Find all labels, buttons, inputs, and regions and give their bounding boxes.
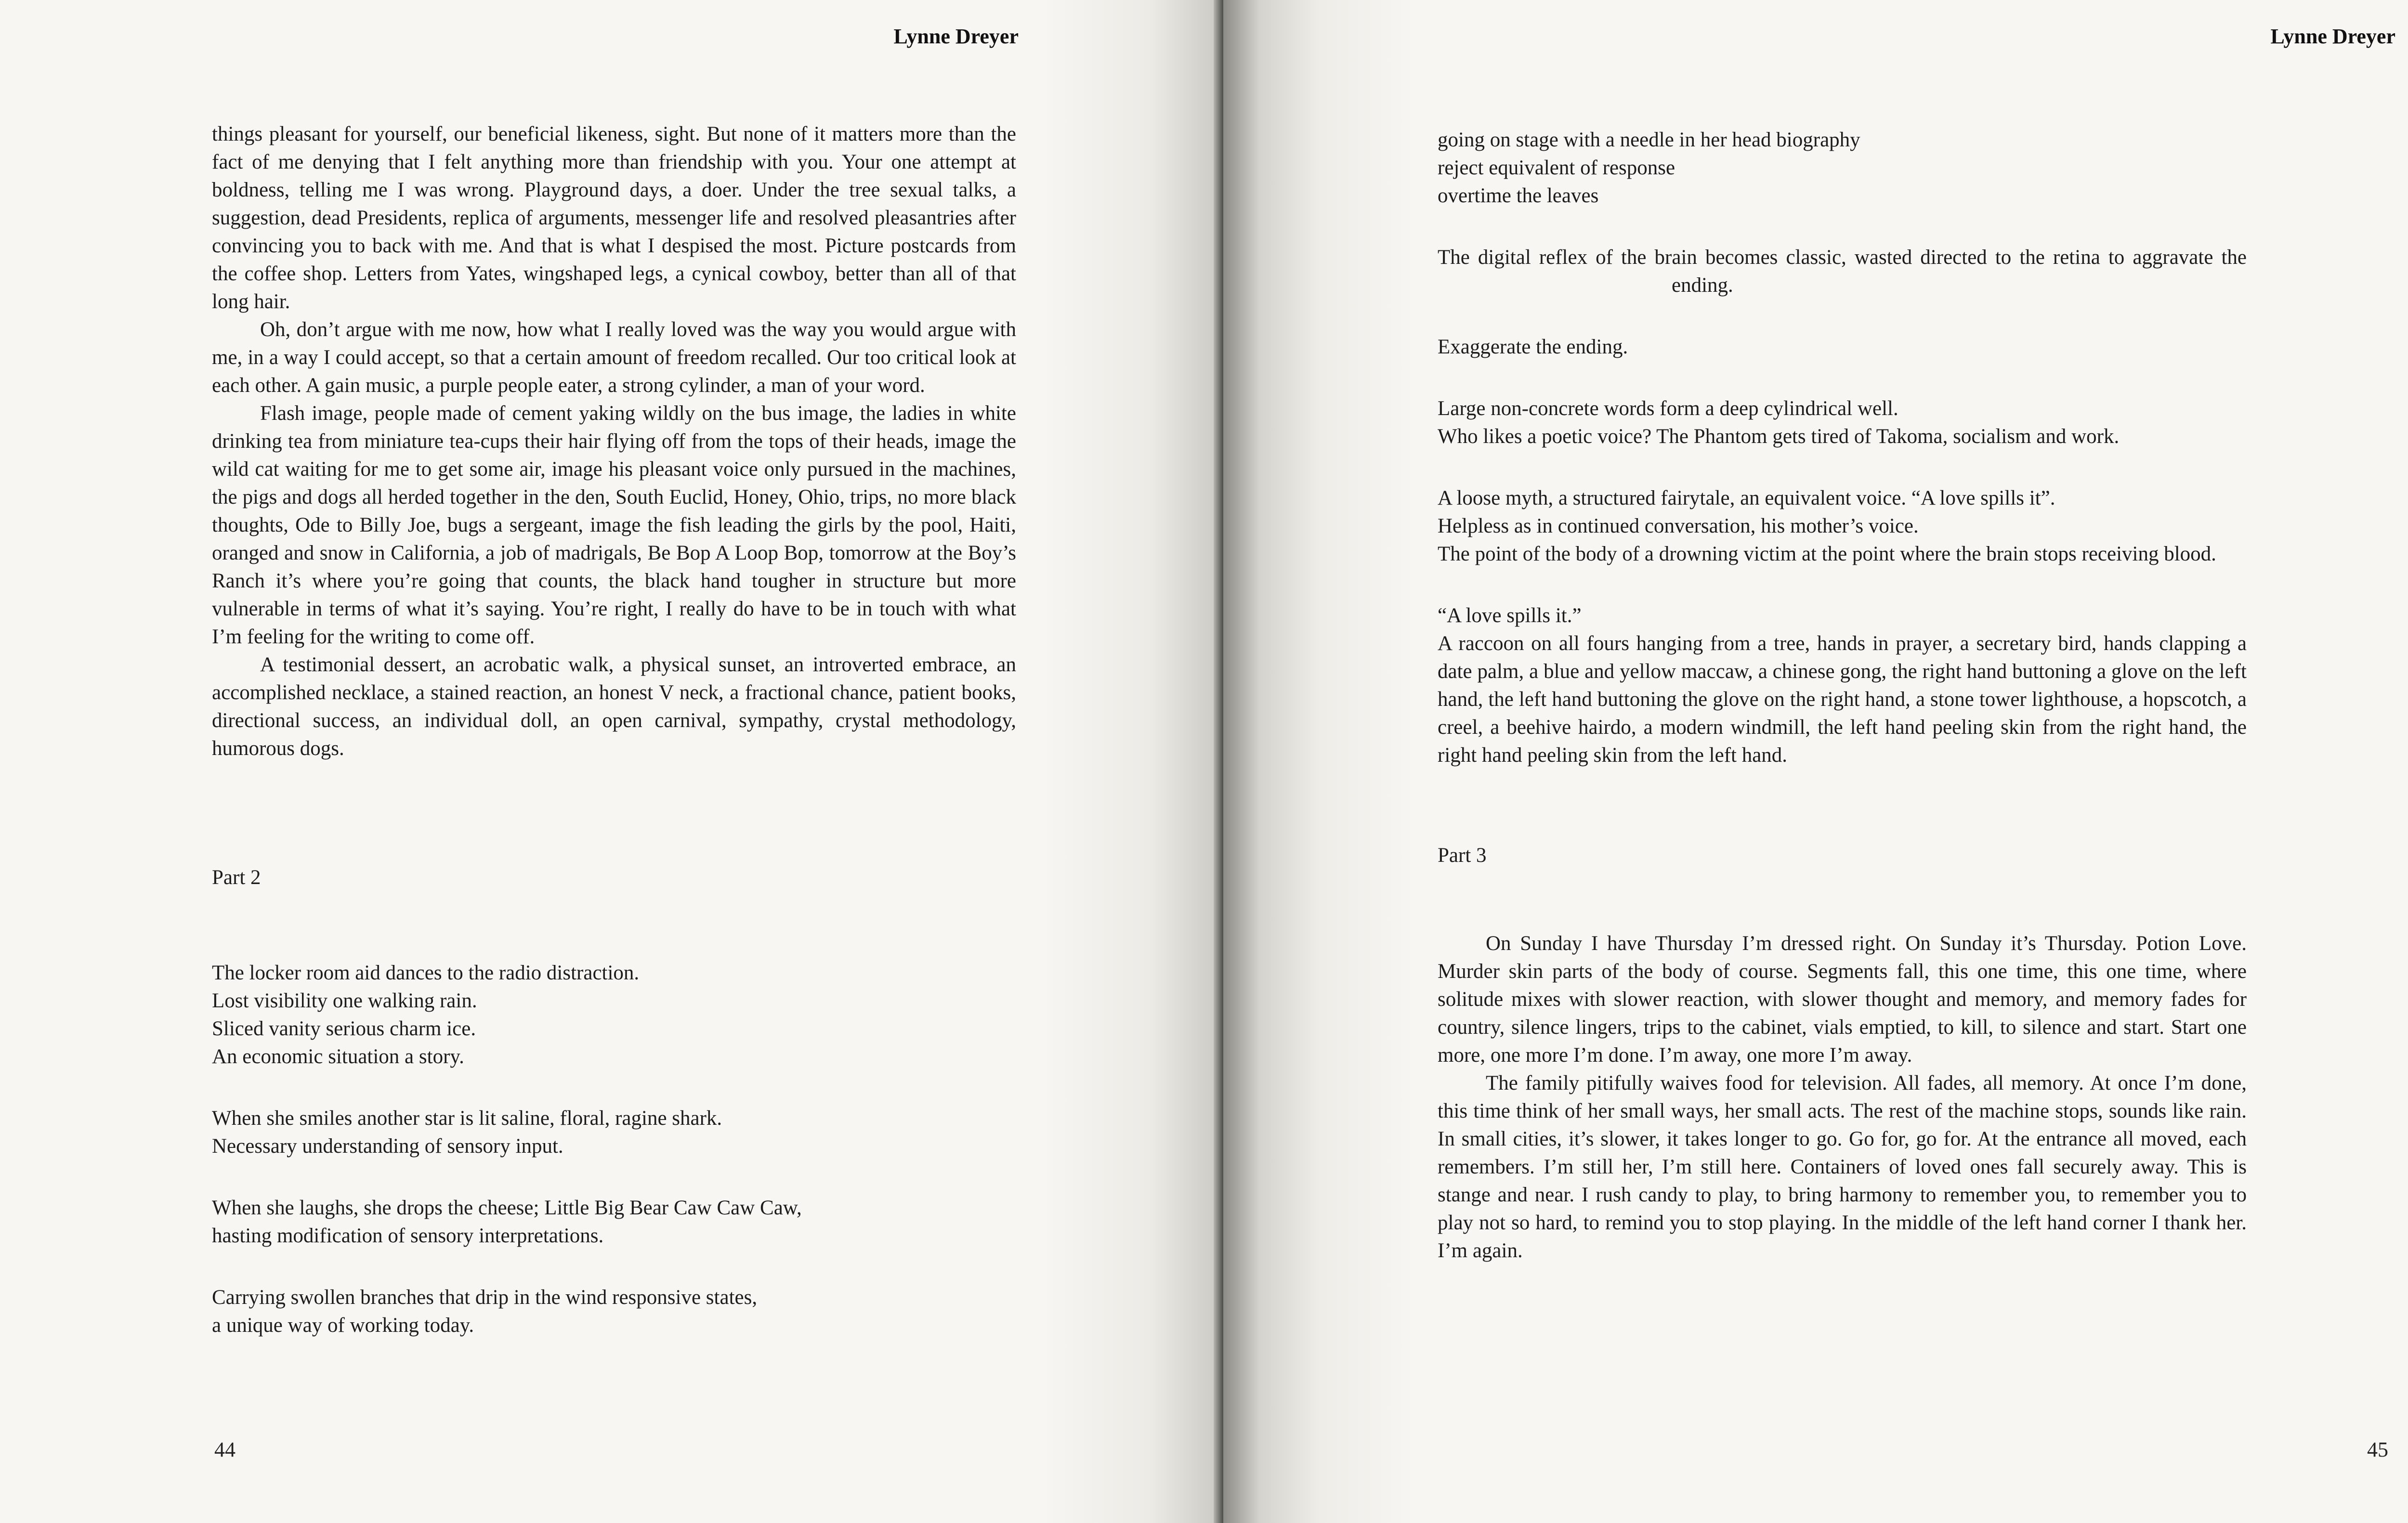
page-number: 45 (2367, 1438, 2388, 1461)
verse-line: Helpless as in continued conversation, his mother’s voice. (1438, 515, 1919, 537)
verse-line: The point of the body of a drowning victim at the point where the brain stops receiving blood. (1438, 543, 2216, 565)
section-heading: Part 3 (1438, 844, 1487, 867)
stanza (212, 959, 1016, 1071)
prose-paragraph: The family pitifully waives food for television. All fades, all memory. At once I’m done, this time think of her small ways, her small acts. The rest of the machine stops, sounds like rain. In small cities, it’s slower, it takes longer to go. Go for, go for. At the entrance all moved, each remembers. I’m still her, I’m still here. Containers of loved ones fall securely away. This is stange and near. I rush candy to play, to bring harmony to remember you, to remember you to play not so hard, to remind you to stop playing. In the middle of the left hand corner I thank her. I’m again. (1438, 1072, 2247, 1262)
verse-line: A loose myth, a structured fairytale, an equivalent voice. “A love spills it”. (1438, 487, 2055, 509)
verse-line: overtime the leaves (1438, 184, 1599, 207)
page-number: 44 (214, 1438, 236, 1461)
verse-line: reject equivalent of response (1438, 156, 1675, 179)
section-heading: Part 2 (212, 866, 261, 889)
verse-line: Large non-concrete words form a deep cylindrical well. (1438, 397, 1898, 420)
running-header: Lynne Dreyer (2270, 25, 2395, 48)
verse-line: a unique way of working today. (212, 1314, 474, 1337)
verse-line: going on stage with a needle in her head biography (1438, 129, 1860, 151)
prose-paragraph: A raccoon on all fours hanging from a tree, hands in prayer, a secretary bird, hands clapping a date palm, a blue and yellow maccaw, a chinese gong, the right hand buttoning a glove on the left hand, the left hand buttoning the glove on the right hand, a stone tower lighthouse, a hopscotch, a creel, a beehive hairdo, a modern windmill, the left hand peeling skin from the right hand, the right hand peeling skin from the left hand. (1438, 632, 2247, 767)
verse-line: Lost visibility one walking rain. (212, 989, 477, 1012)
prose-paragraph: Oh, don’t argue with me now, how what I really loved was the way you would argue with me, in a way I could accept, so that a certain amount of freedom recalled. Our too critical look at each other. A gain music, a purple people eater, a strong cylinder, a man of your word. (212, 318, 1016, 397)
prose-paragraph: A testimonial dessert, an acrobatic walk, a physical sunset, an introverted embrace, an accomplished necklace, a stained reaction, an honest V neck, a fractional chance, patient books, directional success, an individual doll, an open carnival, sympathy, crystal methodology, humorous dogs. (212, 653, 1016, 760)
verse-line: An economic situation a story. (212, 1045, 464, 1068)
verse-line: Exaggerate the ending. (1438, 336, 1628, 358)
running-header: Lynne Dreyer (893, 25, 1019, 48)
verse-line: The digital reflex of the brain becomes classic, wasted directed to the retina to aggravate the ending. (1438, 246, 2247, 297)
stanza (212, 1105, 1016, 1160)
verse-line: When she smiles another star is lit saline, floral, ragine shark. (212, 1107, 722, 1130)
stanza (212, 1194, 1016, 1250)
verse-line: Who likes a poetic voice? The Phantom gets tired of Takoma, socialism and work. (1438, 425, 2120, 448)
right-page (1223, 0, 2408, 1523)
verse-line: The locker room aid dances to the radio distraction. (212, 962, 640, 984)
verse-line: When she laughs, she drops the cheese; Little Big Bear Caw Caw Caw, (212, 1197, 802, 1219)
prose-paragraph: On Sunday I have Thursday I’m dressed right. On Sunday it’s Thursday. Potion Love. Murder skin parts of the body of course. Segments fall, this one time, this one time, where solitude mixes with slower reaction, with slower thought and memory, and memory fades for country, silence lingers, trips to the cabinet, vials emptied, to kill, to silence and start. Start one more, one more I’m done. I’m away, one more I’m away. (1438, 932, 2247, 1067)
verse-line: Carrying swollen branches that drip in the wind responsive states, (212, 1286, 758, 1309)
verse-line: hasting modification of sensory interpretations. (212, 1224, 604, 1247)
right-page-body (1438, 126, 2247, 1265)
left-page-body (212, 120, 1016, 1340)
verse-line: “A love spills it.” (1438, 604, 1582, 627)
prose-paragraph: Flash image, people made of cement yaking wildly on the bus image, the ladies in white drinking tea from miniature tea-cups their hair flying off from the tops of their heads, image the wild cat waiting for me to get some air, image his pleasant voice only pursued in the machines, the pigs and dogs all herded together in the den, South Euclid, Honey, Ohio, trips, no more black thoughts, Ode to Billy Joe, bugs a sergeant, image the fish leading the girls by the pool, Haiti, oranged and snow in California, a job of madrigals, Be Bop A Loop Bop, tomorrow at the Boy’s Ranch it’s where you’re going that counts, the black hand tougher in structure but more vulnerable in terms of what it’s saying. You’re right, I really do have to be in touch with what I’m feeling for the writing to come off. (212, 402, 1016, 648)
verse-line: Sliced vanity serious charm ice. (212, 1017, 476, 1040)
verse-line: Necessary understanding of sensory input. (212, 1135, 563, 1158)
prose-paragraph: things pleasant for yourself, our beneficial likeness, sight. But none of it matters more than the fact of me denying that I felt anything more than friendship with you. Your one attempt at boldness, telling me I was wrong. Playground days, a doer. Under the tree sexual talks, a suggestion, dead Presidents, replica of arguments, messenger life and resolved pleasantries after convincing you to back with me. And that is what I despised the most. Picture postcards from the coffee shop. Letters from Yates, wingshaped legs, a cynical cowboy, better than all of that long hair. (212, 123, 1016, 313)
stanza (212, 1284, 1016, 1340)
